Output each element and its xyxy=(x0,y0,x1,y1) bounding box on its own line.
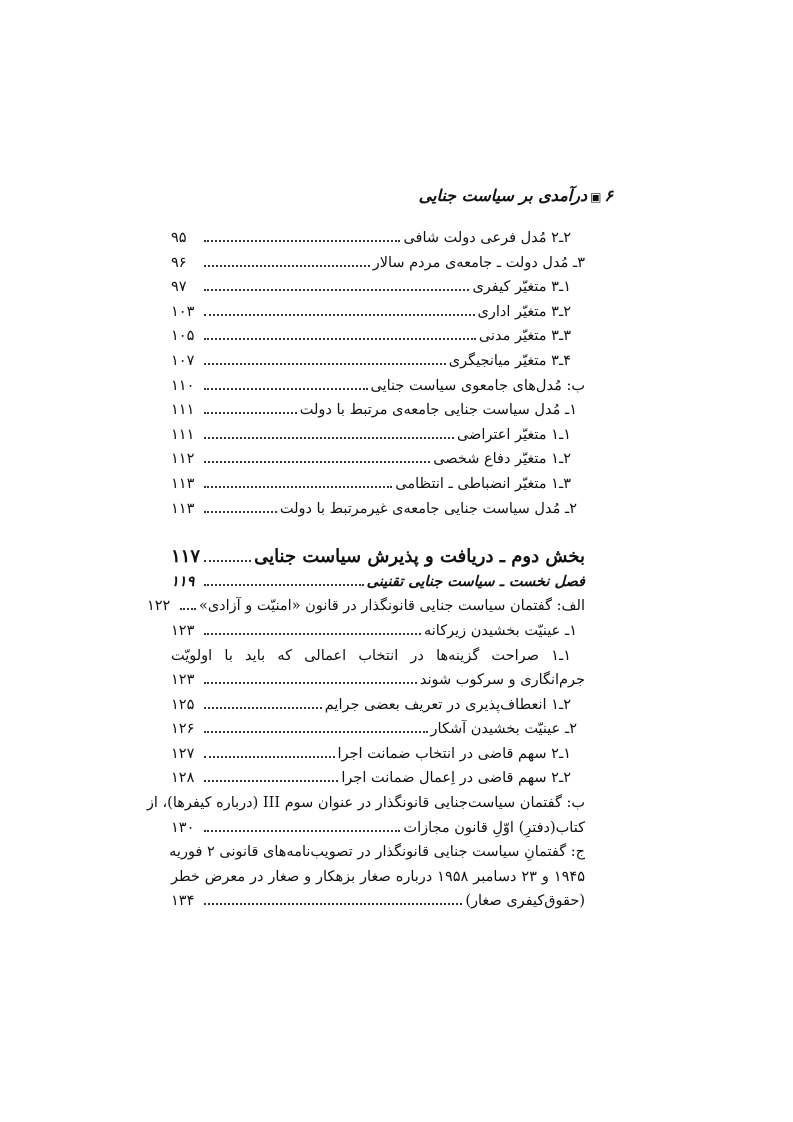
dot-leader xyxy=(204,769,338,783)
toc-entry-line: ۱ـ۱ صراحت گزینه‌ها در انتخاب اعمالی که باید با اولویّت xyxy=(171,647,571,664)
toc-entry: ۱ـ۳ متغیّر کیفری ۹۷ xyxy=(171,279,571,296)
toc-entry: ۱ـ۱ متغیّر اعتراضی ۱۱۱ xyxy=(171,426,571,443)
dot-leader xyxy=(204,351,446,365)
part-heading: بخش دوم ـ دریافت و پذیرش سیاست جنایی ۱۱۷ xyxy=(171,546,585,568)
dot-leader xyxy=(204,327,476,341)
dot-leader xyxy=(204,425,454,439)
toc-entry: ۱ـ عینیّت بخشیدن زیرکانه ۱۲۳ xyxy=(171,622,577,639)
dot-leader xyxy=(204,892,462,906)
toc-entry: ۱ـ۲ سهم قاضی در انتخاب ضمانت اجرا ۱۲۷ xyxy=(171,745,571,762)
toc-entry: ۱ـ مُدل سیاست جنایی جامعه‌ی مرتبط با دولت ۱۱۱ xyxy=(171,402,577,419)
dot-leader xyxy=(204,450,430,464)
dot-leader xyxy=(204,695,322,709)
dot-leader xyxy=(204,818,400,832)
toc-entry: ۲ـ مُدل سیاست جنایی جامعه‌ی غیرمرتبط با دولت ۱۱۳ xyxy=(171,500,577,517)
toc-entry: ۲ـ۳ متغیّر اداری ۱۰۳ xyxy=(171,303,571,320)
toc-entry: جرم‌انگاری و سرکوب شوند ۱۲۳ xyxy=(171,672,585,689)
toc-entry: ۲ـ۲ سهم قاضی در اِعمال ضمانت اجرا ۱۲۸ xyxy=(171,770,571,787)
running-head xyxy=(419,186,613,205)
table-of-contents xyxy=(146,226,585,914)
square-bullet-icon: ▣ xyxy=(590,190,602,204)
page-number: ۶ xyxy=(604,186,613,205)
dot-leader xyxy=(204,278,469,292)
toc-entry-line: ج: گفتمانِ سیاست جنایی قانونگذار در تصویب‌نامه‌های قانونی ۲ فوریه xyxy=(169,844,585,861)
dot-leader xyxy=(204,302,475,316)
dot-leader xyxy=(204,376,368,390)
dot-leader xyxy=(204,671,417,685)
dot-leader xyxy=(204,744,335,758)
toc-entry: ۳ـ۱ متغیّر انضباطی ـ انتظامی ۱۱۳ xyxy=(171,475,571,492)
toc-entry: ۲ـ عینیّت بخشیدن آشکار ۱۲۶ xyxy=(171,721,577,738)
dot-leader xyxy=(180,597,196,611)
toc-entry: ۳ـ۳ متغیّر مدنی ۱۰۵ xyxy=(171,328,571,345)
toc-entry: الف: گفتمان سیاست جنایی قانونگذار در قانون «امنیّت و آزادی» ۱۲۲ xyxy=(146,598,585,615)
toc-entry-line: ۱۹۴۵ و ۲۳ دسامبر ۱۹۵۸ درباره صغار بزهکار و صغار در معرض خطر xyxy=(171,868,585,885)
toc-entry: ب: مُدل‌های جامعوی سیاست جنایی ۱۱۰ xyxy=(171,377,585,394)
dot-leader xyxy=(204,499,277,513)
section-spacer xyxy=(171,521,585,545)
toc-entry: ۲ـ۱ انعطاف‌پذیری در تعریف بعضی جرایم ۱۲۵ xyxy=(171,696,571,713)
dot-leader xyxy=(204,546,251,562)
toc-entry: کتاب(دفترِ) اوّلِ قانون مجازات ۱۳۰ xyxy=(171,819,585,836)
dot-leader xyxy=(204,253,370,267)
toc-entry: ۲ـ۲ مُدل فرعی دولت شافی ۹۵ xyxy=(171,230,571,246)
dot-leader xyxy=(204,572,364,586)
toc-entry: (حقوق‌کیفری صغار) ۱۳۴ xyxy=(171,893,585,910)
dot-leader xyxy=(204,228,400,242)
chapter-heading: فصل نخست ـ سیاست جنایی تقنینی ۱۱۹ xyxy=(171,572,585,590)
toc-entry: ۴ـ۳ متغیّر میانجیگری ۱۰۷ xyxy=(171,352,571,369)
toc-entry: ۲ـ۱ متغیّر دفاع شخصی ۱۱۲ xyxy=(171,451,571,468)
book-title: درآمدی بر سیاست جنایی xyxy=(418,186,588,205)
dot-leader xyxy=(204,474,392,488)
toc-entry: ۳ـ مُدل دولت ـ جامعه‌ی مردم سالار ۹۶ xyxy=(171,254,585,271)
toc-entry-line: ب: گفتمان سیاست‌جنایی قانونگذار در عنوان سوم III (درباره کیفرها)، از xyxy=(146,795,585,812)
dot-leader xyxy=(204,720,428,734)
dot-leader xyxy=(204,401,297,415)
dot-leader xyxy=(204,621,421,635)
